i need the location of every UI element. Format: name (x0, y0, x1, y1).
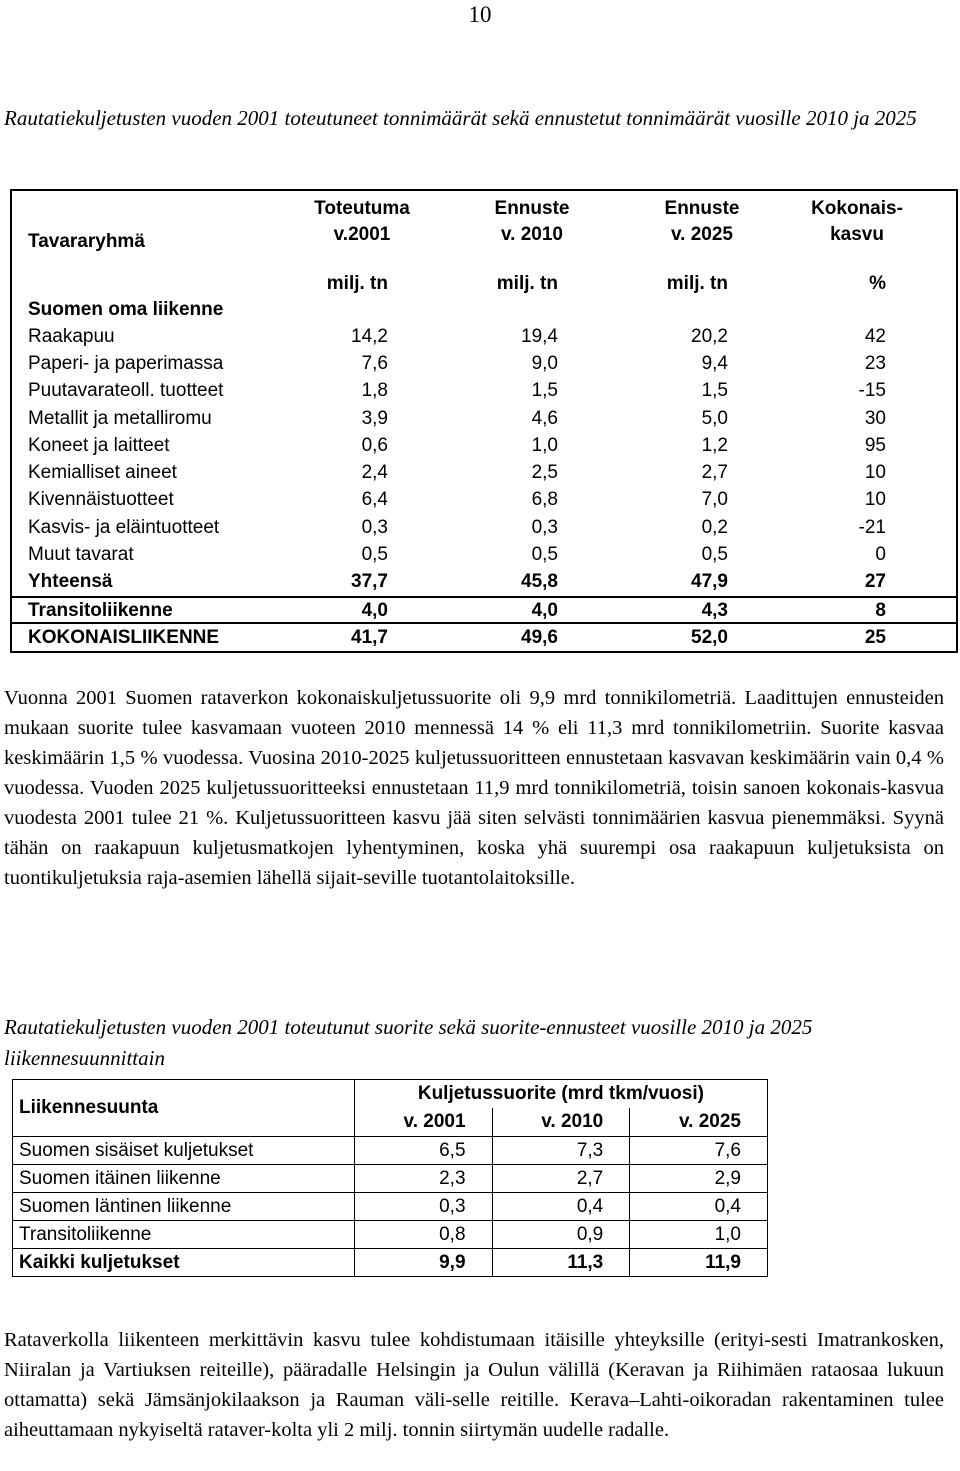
unit-2001: milj. tn (326, 273, 388, 294)
unit-2010: milj. tn (496, 273, 558, 294)
header-col-2001: Toteutuma v.2001 (314, 198, 410, 245)
divider (12, 596, 956, 598)
header-year-2010: v. 2010 (492, 1108, 630, 1137)
performance-table (12, 1079, 768, 1277)
tonnage-table: Tavararyhmä Toteutuma v.2001 Ennuste v. 2010 Ennuste v. 2025 Kokonais- kasvu milj. tn milj. tn milj. tn % Suomen oma liikenne Raakapuu 14,2 19,4 20,2 42 Paperi- ja paperimassa 7,6 9,0 9,4 23 Puutavarateoll. tuotteet 1,8 1,5 1,5 -15 Metallit ja metalliromu 3,9 4,6 5,0 30 Koneet ja laitteet 0,6 1,0 1,2 95 Kemialliset aineet 2,4 2,5 2,7 10 Kivennäistuotteet 6,4 6,8 7,0 10 Kasvis- ja eläintuotteet 0,3 0,3 0,2 -21 Muut tavarat 0,5 0,5 0,5 0 Yhteensä 37,7 45,8 47,9 27 Transitoliikenne 4,0 4,0 4,3 8 KOKONAISLIIKENNE 41,7 49,6 52,0 25 (10, 189, 958, 653)
divider (12, 622, 956, 624)
body-paragraph-1: Vuonna 2001 Suomen rataverkon kokonaiskuljetussuorite oli 9,9 mrd tonnikilometriä. Laadittujen ennusteiden mukaan suorite tulee kasvamaan vuoteen 2010 mennessä 14 % eli 11,3 mrd tonnikilometriin. Suorite kasvaa keskimäärin 1,5 % vuodessa. Vuosina 2010-2025 kuljetussuoritteen ennustetaan kasvavan keskimäärin vain 0,4 % vuodessa. Vuoden 2025 kuljetussuoritteeksi ennustetaan 11,9 mrd tonnikilometriä, toisin sanoen kokonais-kasvua vuodesta 2001 tulee 21 %. Kuljetussuoritteen kasvu jää siten selvästi tonnimäärien kasvua pienemmäksi. Syynä tähän on raakapuun kuljetusmatkojen lyhentyminen, koska yhä suurempi osa raakapuun kuljetuksista on tuontikuljetuksia raja-asemien lähellä sijait-seville tuotantolaitoksille. (4, 687, 944, 889)
header-year-2001: v. 2001 (354, 1108, 492, 1137)
total-row: Kaikki kuljetukset 9,9 11,3 11,9 (13, 1249, 768, 1277)
header-col-growth: Kokonais- kasvu (811, 198, 903, 245)
header-col-2010: Ennuste v. 2010 (494, 198, 570, 245)
table-row: Suomen läntinen liikenne 0,3 0,4 0,4 (13, 1193, 768, 1221)
table2-caption: Rautatiekuljetusten vuoden 2001 toteutunut suorite sekä suorite-ennusteet vuosille 2010 ja 2025 liikennesuunnittain (4, 1015, 813, 1070)
table1-caption: Rautatiekuljetusten vuoden 2001 toteutuneet tonnimäärät sekä ennustetut tonnimäärät vuosille 2010 ja 2025 (4, 106, 917, 130)
table-row: Suomen itäinen liikenne 2,3 2,7 2,9 (13, 1165, 768, 1193)
header-tavararyhma: Tavararyhmä (28, 231, 145, 252)
header-liikennesuunta: Liikennesuunta (13, 1080, 355, 1137)
unit-growth: % (869, 273, 886, 294)
table-row: Suomen sisäiset kuljetukset 6,5 7,3 7,6 (13, 1137, 768, 1165)
table-row: Transitoliikenne 0,8 0,9 1,0 (13, 1221, 768, 1249)
header-year-2025: v. 2025 (630, 1108, 768, 1137)
section-label: Suomen oma liikenne (28, 299, 224, 320)
header-kuljetussuorite: Kuljetussuorite (mrd tkm/vuosi) (354, 1080, 767, 1109)
page-number: 10 (468, 2, 492, 27)
body-paragraph-2: Rataverkolla liikenteen merkittävin kasvu tulee kohdistumaan itäisille yhteyksille (erityi-sesti Imatrankosken, Niiralan ja Vartiuksen reiteille), pääradalle Helsingin ja Oulun välillä (Keravan ja Riihimäen rataosaa lukuun ottamatta) sekä Jämsänjokilaakson ja Rauman väli-selle reitille. Kerava–Lahti-oikoradan rakentaminen tulee aiheuttamaan nykyiseltä rataver-kolta yli 2 milj. tonnin siirtymän uudelle radalle. (4, 1329, 944, 1441)
unit-2025: milj. tn (666, 273, 728, 294)
header-col-2025: Ennuste v. 2025 (664, 198, 740, 245)
